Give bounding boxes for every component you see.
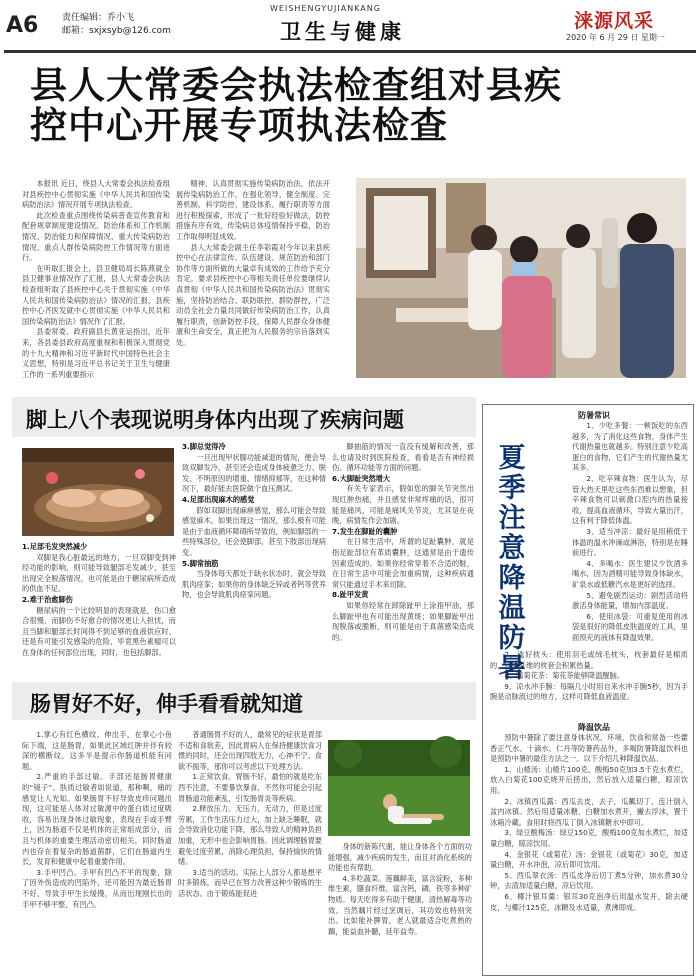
editor-info (62, 12, 171, 38)
foot-spa-photo (22, 448, 174, 536)
article2-column-1 (22, 542, 176, 657)
article3-column-3 (328, 842, 472, 976)
drinks-header: 降温饮品 (578, 723, 610, 732)
email-line: 邮箱：sxjxsyb@126.com (62, 26, 171, 36)
paragraph: 有关专家表示，假如您的脚关节突然出现红肿热痛，并且感觉非常疼痛的话，很可能是痛风，可能是痛风关节炎，尤其是在夜晚，病情发作会加剧。 (332, 484, 474, 526)
tip-item: 5、西瓜翠衣汤：西瓜皮净后切丁煮5分钟，加水煮30分钟，去渣加适量白糖，凉后饮用。 (490, 870, 688, 891)
tip-item: 1、少吃多餐：一顿饭吃的东西越多，为了消化这些食物，身体产生代谢热量也就越多。特别注意少吃高蛋白的食物，它们产生的代谢热量尤其多。 (572, 421, 688, 473)
article2-column-2 (182, 442, 326, 650)
article1-headline-line1: 县人大常委会执法检查组对县疾 (30, 64, 562, 107)
paragraph: 5.脚常抽筋 (182, 558, 219, 568)
paragraph: 脚抽筋的情况一直没有缓解和改善，那么也请及时到医院检查，看看是否有神经损伤、循环功能等方面的问题。 (332, 442, 474, 473)
article1-headline-line2: 控中心开展专项执法检查 (30, 104, 448, 147)
masthead-rule (4, 50, 696, 53)
paragraph: 此次检查重点围绕传染病普查宣传教育和配套规章制度建设情况、防治体系和工作机制情况、防治能力和保障情况、重大传染病防治情况、重点人群传染病防控工作情况等方面进行。 (22, 210, 170, 263)
tip-item: 7、选好枕头：使用羽毛或绒毛枕头，枕套最好是棉质的，合成纤维的枕套会积累热量。 (490, 650, 688, 670)
paragraph: 3.手甲凹凸。手甲有凹凸不平的现象，除了因外伤造成的凹陷外，还可能因为最近肠胃不好，导致手甲生长缓慢，从而出现刚长出的手甲不够平整，有凹凸。 (22, 867, 172, 909)
tip-item: 5、避免剧烈运动：剧烈活动将激活身体能量，增加内部温度。 (572, 590, 688, 611)
tip-item: 2、吃辛辣食物：医生认为，尽管大热天里吃这些东西难以想象，但辛辣食物可以刺激口腔内的热量接收，提高血液循环，导致大量出汗，这有利于降低体温。 (572, 473, 688, 526)
paragraph: 当身体每天都处于缺水状态时，就会导致肌肉痉挛；如果你的身体缺乏锌或者钙等营养物，也会导致肌肉痉挛问题。 (182, 569, 326, 600)
page-number: A6 (6, 13, 39, 38)
tip-item: 2、冰镇西瓜露：西瓜去皮，去子，瓜瓤切丁，连汁倒入盆内冰镇。然后用适量冰糖、白糖加水煮开，撇去浮沫，置于冰箱冷藏。食用时将西瓜丁倒入冰镇糖水中即可。 (490, 796, 688, 827)
paragraph: 糖尿病的一个比较明显的表现就是，伤口愈合很慢，而脚伤不好愈合的情况更让人担忧，而且当脚和腿部长时间得不到足够的血液供应时，还是有可能引发感染的危险，毕竟黑色素瘤可以在身体的任何部位出现，同时，也包括脚部。 (22, 605, 176, 657)
paragraph: 假如双脚出现麻痹感觉，那么可能会导致感觉麻木，如果出现这一情况，那么极有可能是由于血液循环障碍所导致的，例如脚部的一些特殊部位，还会使脚部，甚至下肢部出现病变。 (182, 505, 326, 557)
paragraph: 3.脚总觉得冷 (182, 442, 226, 451)
sidebar-tips-upper (572, 421, 688, 647)
paragraph: 如果你经常在卸除趾甲上涂指甲油，那么脚趾甲也有可能出现黄斑；如果脚趾甲出现脱落或脆断，则可能是由于真菌感染造成的。 (332, 600, 474, 642)
paper-name: 涞源风采 (574, 10, 655, 32)
drinks-list (490, 733, 688, 973)
section-name: 卫生与健康 (280, 19, 405, 44)
tip-item: 1、山楂汤：山楂片100克，酸梅50克加3.5千克水煮烂，放入白菊花100克烧开后捞出，然后放入适量白糖，晾凉饮用。 (490, 764, 688, 795)
section-pinyin: WEISHENGYUJIANKANG (270, 4, 381, 13)
paragraph: 6.大脚趾突然增大 (332, 473, 391, 483)
article1-column-2 (176, 179, 330, 387)
sidebar-title: 夏季注意降温防暑 (498, 443, 526, 684)
paragraph: 7.发生在脚趾的囊肿 (332, 526, 398, 536)
tip-item: 6、使用冰袋：可重复使用的冰袋是很好的降低皮肤温度的工具，里面预充的液体有降温效果。 (572, 611, 688, 642)
article1-column-1 (22, 179, 170, 387)
stretching-photo (328, 740, 470, 836)
tip-item: 8、喝菊花茶：菊花茶能够降温醒脑。 (504, 671, 624, 681)
paragraph: 1.足部毛发突然减少 (22, 542, 88, 551)
tip-item: 4、多喝水：医生建议少饮酒多喝水，因为酒精可能导致身体缺水，矿泉水或低糖汽水是更好的选择。 (572, 558, 688, 589)
paragraph: 1.掌心有红色横纹。伸出手，在掌心小鱼际下端，这是肠胃，如果此区域红肿并伴有较深的横断纹，这多半是提示你肠道机能有问题。 (22, 730, 172, 771)
tip-item: 6、椰汁银耳羹：银耳30克泡净后用温水发开，除去硬皮，与椰汁125克，冰糖及水适量，煮沸即成。 (490, 891, 688, 912)
paragraph: 8.趾甲发黄 (332, 590, 369, 600)
sidebar-tips-lower (490, 650, 688, 716)
article3-column-1 (22, 730, 172, 976)
issue-date: 2020 年 6 月 29 日 星期一 (566, 33, 665, 42)
article3-column-2 (178, 730, 322, 976)
editor-line: 责任编辑：乔小飞 (62, 13, 135, 23)
paragraph: 1.正常饮食。胃肠不好，最怕的就是吃东西不注意，不要暴饮暴食，不然你可能会引起胃肠道功能紊乱，引发肠胃炎等疾病。 (178, 772, 322, 803)
paragraph: 双脚是我心脏最远的地方，一旦双脚变到神经功能的影响，则可能导致腿部毛发减少，甚至出现完全脱落情况，也可能是由于糖尿病所造成的供血不足。 (22, 552, 176, 594)
paragraph: 在听取汇报会上，县卫健局局长陈燕就全县卫健事业情况作了汇报，县人大常委会执法检查组听取了县疾控中心关于贯彻实施《中华人民共和国传染病防治法》情况的汇报，县疾控中心齐医发就中心贯彻实施《中华人民共和国传染病防治法》情况作了汇报。 (22, 263, 170, 326)
paragraph: 县人大常委会副主任李彩霞对今年以来县疾控中心在法律宣传、队伍建设、规范防治和部门协作等方面所做的大量卓有成效的工作给予充分肯定。要求县疾控中心等相关责任单位要继续认真贯彻《中华人民共和国传染病防治法》贯彻实施，坚持防治结合、联防联控、群防群控，广泛动员全社会力量共同做好传染病防治工作，认真履行职责，创新防控手段，保障人民群众身体健康和生命安全，真正把为人民服务的宗旨落到实处。 (176, 242, 330, 347)
paragraph: 2.释放压力。无压力，无动力，但是过度劳累，工作生活压力过大，加上缺乏睡眠，就会导致消化功能下降，那么导致人的精神负担加重，无形中也会影响胃肠。因此调理肠胃要避免过度劳累，消除心理负担，保持愉快的情绪。 (178, 804, 322, 867)
paragraph: 3.适当的活动。实际上人部分人都是想平时多锻炼，而早已在努力改善这种少锻炼的生活状态。由于锻炼能促进 (178, 867, 322, 898)
paragraph: 4.多吃蔬菜。莲藕鲜美，富含淀粉，多种维生素，膳食纤维，富含钙，磷，铁等多种矿物质。每天吃得多有助于健康，清热解毒等功效。当然藕片经过烹调后，其功效也特别突出。比如能补脾胃，老人就最适合吃煮熟的藕，能益血补髓，延年益寿。 (328, 873, 472, 936)
paragraph: 普通肠胃不好的人，最常见的症状是胃部不适和食欲差，因此胃病人在保持健康饮食习惯的同时，还会出现四肢无力，心神不宁、食欲不振等，那你可以考虑以下处理方法。 (178, 730, 322, 771)
tip-item: 4、金银花（或菊花）汤：金银花（或菊花）30克，加适量白糖，开水冲泡，凉后即可饮用。 (490, 849, 688, 870)
tip-item: 9、凉水冲手腕：每隔几小时用自来水冲手腕5秒，因为手腕是动脉流过的地方，这样可降低血液温度。 (490, 681, 688, 702)
article2-title: 脚上八个表现说明身体内出现了疾病问题 (26, 408, 404, 432)
paragraph: 2.难于治愈脚伤 (22, 594, 73, 604)
paragraph: 2.严重的手部过敏。手部还是肠胃健康的“镜子”。肤质过敏者如说道，那种啊，痛的感觉让人光知。如果肠胃不好导致皮疹问题出现，这可能是人体对过敏源中的蛋白质过度吸收，容易出现身体过敏现象，表现在手或手臂上，因为肠道不仅是机体的正常组成部分，而且与机体的重要生理活动密切相关，同时肠道内也存在着复杂的肠道菌群，它们在肠道内生长，发育和健康中起着重要作用。 (22, 772, 172, 867)
tip-item: 3、绿豆酸梅汤：绿豆150克，酸梅100克加水煮烂，加适量白糖，晾凉饮用。 (490, 828, 688, 848)
paragraph: 县委常委、政府副县长黄亚运指出，近年来，各县委县政府高度重视和积极深入贯彻党的十九大精神和习近平新时代中国特色社会主义思想，特别是习近平总书记关于卫生与健康工作的一系列重要指示 (22, 327, 170, 379)
paragraph: 一旦出现甲状腺功能减退的情况，便会导致双脚发冷，甚至还会造成身体疲惫乏力、脱发、不明原因的增重、情绪抑郁等，在这种情况下，最好能去医院做个血压测试。 (182, 452, 326, 494)
article1-headline (30, 66, 562, 146)
paragraph: 身体的新陈代谢，能让身体各个方面的功能增强，减少疾病的发生，而且对消化系统的功能也有帮助。 (328, 842, 472, 873)
paragraph: 在日常生活中，所谓的足趾囊肿，就是指足趾部位有革质囊肿，这通常是由于遗传因素造成的。如果你经常穿着不合适的鞋，在日常生活中可能会加重病情，这种疾病通常只能通过手术来切除。 (332, 537, 474, 589)
article2-column-3 (332, 442, 474, 650)
sidebar-header: 防暑常识 (578, 411, 610, 420)
paragraph: 4.足部出现麻木的感觉 (182, 494, 255, 504)
inspection-photo (356, 178, 686, 378)
tip-item: 预防中暑除了要注意身体状况、环境，饮食和常备一些藿香正气水、十滴水、仁丹等防暑药品外，多喝防暑降温饮料也是预防中暑的最佳方法之一。以下介绍几种降温饮品。 (490, 733, 688, 764)
article3-title: 肠胃好不好，伸手看看就知道 (30, 692, 303, 716)
paragraph: 本报讯 近日，绕县人大常委会执法检查组对县疾控中心贯彻实施《中华人民共和国传染病防治法》情况开展专项执法检查。 (22, 179, 170, 210)
tip-item: 3、适当冲凉：最好是用稍低于体温的温水冲澡或淋浴，特别是在睡前进行。 (572, 526, 688, 558)
paragraph: 精神，认真贯彻实施传染病防治法，依法开展传染病防治工作，在强化领导、健全制度、完善机制、科学防控、建设体系、履行职责等方面进行积极探索，形成了一批好经验好做法，防控措施有序有效，传染病总体疫情保持平稳，防治工作取得明显成效。 (176, 179, 330, 241)
